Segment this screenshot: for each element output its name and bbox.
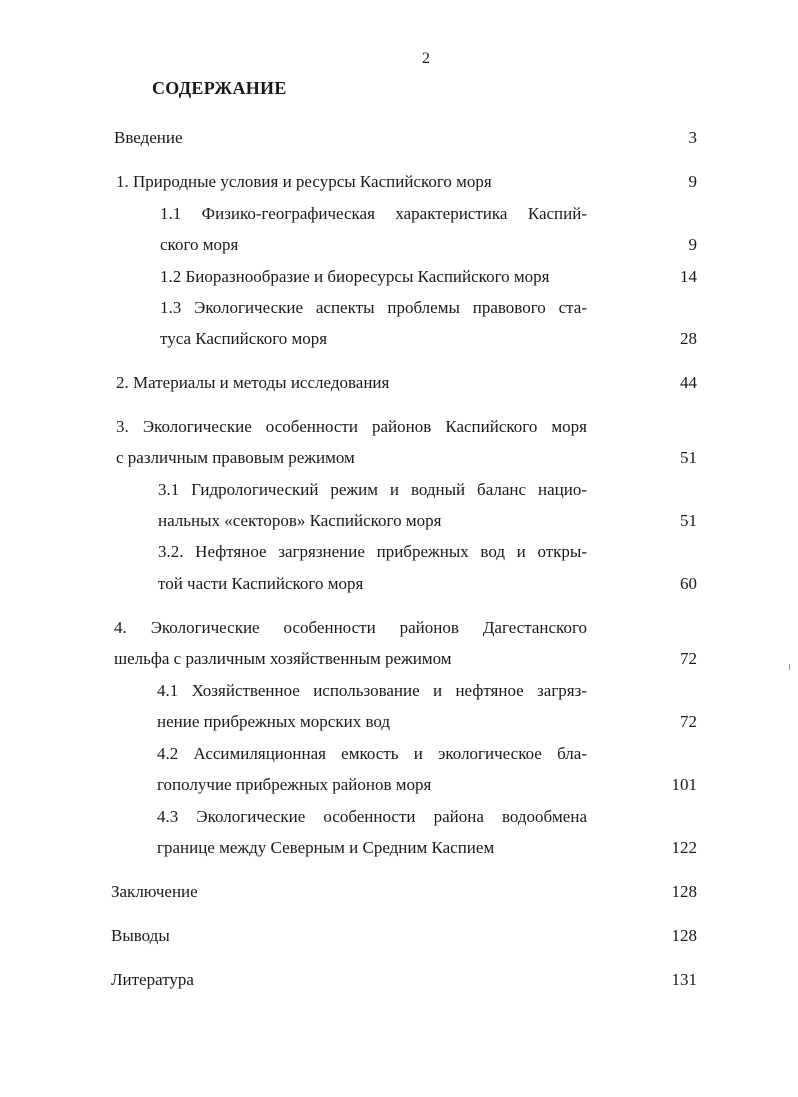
toc-entry-section-3-1-cont: нальных «секторов» Каспийского моря (158, 511, 442, 530)
toc-entry-chapter-4-cont: шельфа с различным хозяйственным режимом (114, 649, 452, 668)
toc-entry-chapter-4: 4. Экологические особенности районов Дагестанского (114, 618, 587, 637)
toc-entry-introduction: Введение (114, 128, 183, 147)
toc-page-number: 51 (680, 511, 697, 530)
toc-entry-section-4-2-cont: гополучие прибрежных районов моря (157, 775, 432, 794)
toc-entry-section-4-2: 4.2 Ассимиляционная емкость и экологическое бла- (157, 744, 587, 763)
page-title: СОДЕРЖАНИЕ (152, 78, 287, 98)
toc-page-number: 72 (680, 649, 697, 668)
toc-entry-references: Литература (111, 970, 194, 989)
toc-page-number: 122 (671, 838, 697, 857)
toc-entry-section-3-1: 3.1 Гидрологический режим и водный баланс нацио- (158, 480, 587, 499)
toc-page-number: 51 (680, 448, 697, 467)
toc-page-number: 72 (680, 712, 697, 731)
toc-page-number: 28 (680, 329, 697, 348)
toc-entry-conclusion: Заключение (111, 882, 198, 901)
toc-entry-section-3-2: 3.2. Нефтяное загрязнение прибрежных вод и откры- (158, 542, 587, 561)
toc-entry-chapter-3: 3. Экологические особенности районов Каспийского моря (116, 417, 587, 436)
toc-entry-section-1-2: 1.2 Биоразнообразие и биоресурсы Каспийского моря (160, 267, 550, 286)
toc-entry-section-1-3: 1.3 Экологические аспекты проблемы правового ста- (160, 298, 587, 317)
toc-page-number: 9 (688, 235, 697, 254)
toc-page-number: 3 (688, 128, 697, 147)
toc-entry-chapter-1: 1. Природные условия и ресурсы Каспийского моря (116, 172, 492, 191)
toc-entry-section-4-3: 4.3 Экологические особенности района водообмена (157, 807, 587, 826)
toc-entry-section-4-1-cont: нение прибрежных морских вод (157, 712, 391, 731)
toc-entry-chapter-2: 2. Материалы и методы исследования (116, 373, 390, 392)
toc-entry-section-3-2-cont: той части Каспийского моря (158, 574, 364, 593)
toc-entry-section-1-3-cont: туса Каспийского моря (160, 329, 328, 348)
toc-entry-section-4-3-cont: границе между Северным и Средним Каспием (157, 838, 495, 857)
toc-page-number: 131 (671, 970, 697, 989)
toc-entry-section-1-1: 1.1 Физико-географическая характеристика Каспий- (160, 204, 587, 223)
toc-page-number: 44 (680, 373, 697, 392)
toc-page-number: 9 (688, 172, 697, 191)
toc-entry-section-1-1-cont: ского моря (160, 235, 239, 254)
page-number: 2 (422, 50, 430, 67)
toc-page-number: 128 (671, 926, 697, 945)
toc-page-number: 128 (671, 882, 697, 901)
toc-entry-chapter-3-cont: с различным правовым режимом (116, 448, 355, 467)
scan-artifact (789, 664, 790, 670)
toc-page-number: 14 (680, 267, 697, 286)
toc-page-number: 101 (671, 775, 697, 794)
toc-entry-section-4-1: 4.1 Хозяйственное использование и нефтяное загряз- (157, 681, 587, 700)
toc-page-number: 60 (680, 574, 697, 593)
toc-entry-findings: Выводы (111, 926, 170, 945)
